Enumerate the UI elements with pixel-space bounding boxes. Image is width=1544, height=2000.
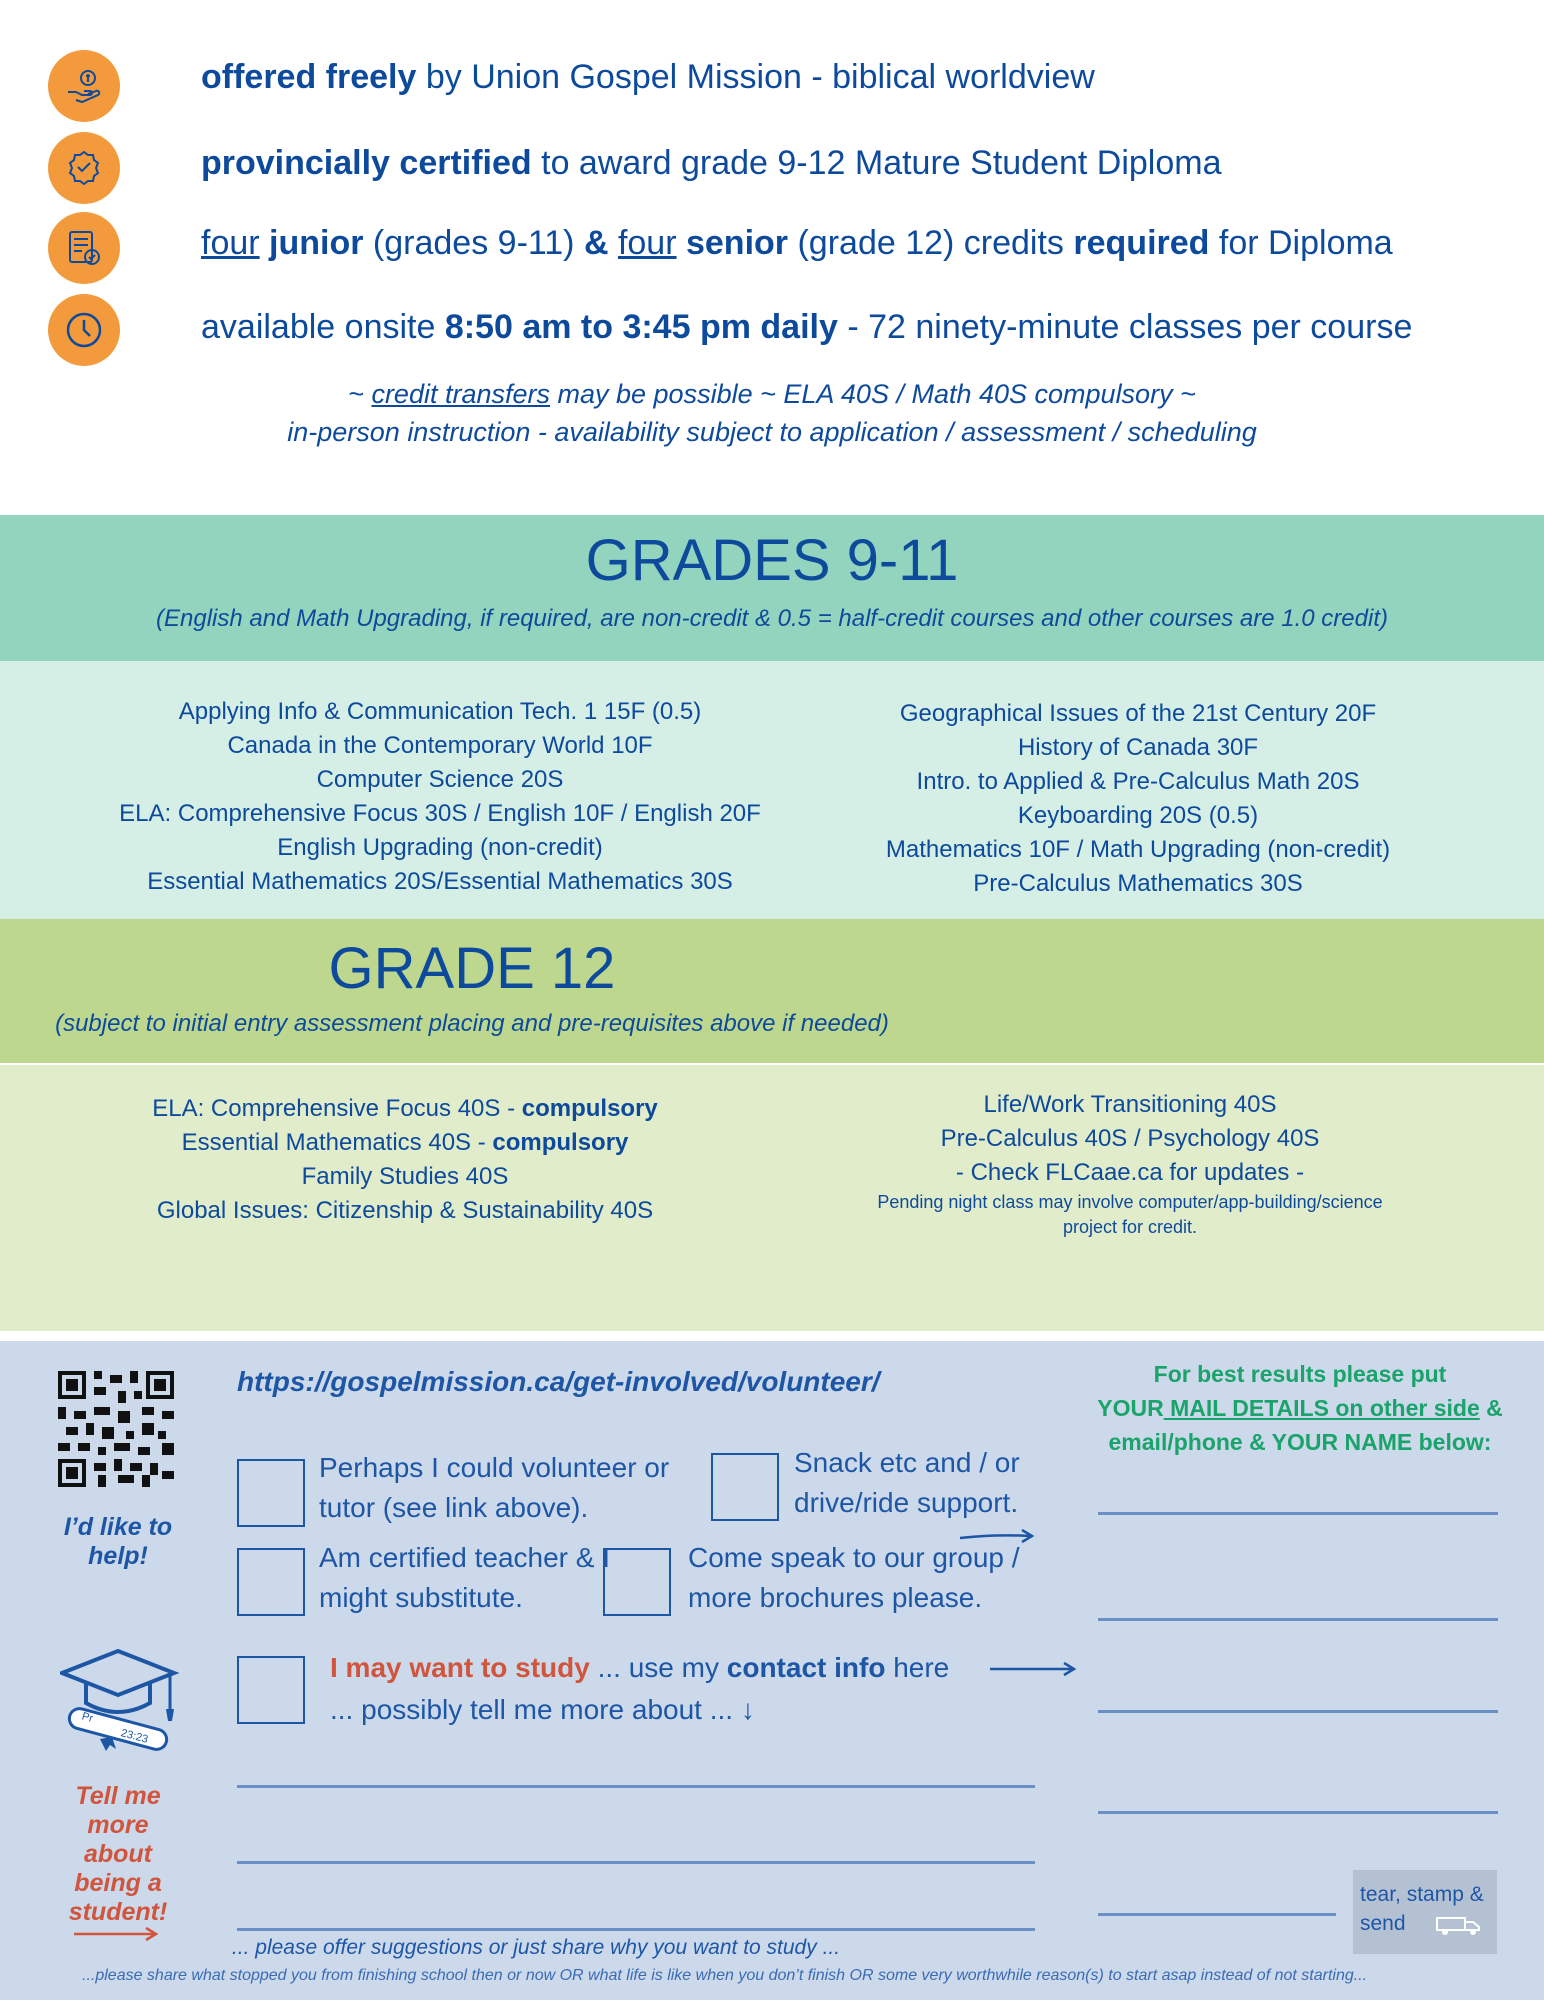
want-to-study-checkbox[interactable] (237, 1656, 305, 1724)
graduation-cap-icon (60, 1643, 180, 1759)
course-item: - Check FLCaae.ca for updates - (955, 1159, 1305, 1186)
course-item: Pre-Calculus 40S / Psychology 40S (940, 1125, 1320, 1152)
grades-9-11-title: GRADES 9-11 (585, 528, 959, 593)
contact-line[interactable] (1098, 1618, 1498, 1621)
snack-drive-checkbox[interactable] (711, 1453, 779, 1521)
substitute-teacher-label: Am certified teacher & I might substitute. (319, 1542, 611, 1613)
stamp-label: tear, stamp & send (1360, 1883, 1484, 1935)
tell-me-more-about-label: ... possibly tell me more about ... ↓ (330, 1694, 755, 1725)
help-label: I’d like to help! (63, 1513, 173, 1570)
course-item: ELA: Comprehensive Focus 30S / English 10F / English 20F (119, 800, 761, 827)
snack-drive-label: Snack etc and / or drive/ride support. (794, 1447, 1020, 1518)
speak-group-checkbox[interactable] (603, 1548, 671, 1616)
contact-line[interactable] (1098, 1913, 1336, 1916)
night-class-note: Pending night class may involve computer/app-building/science project for credit. (877, 1192, 1383, 1237)
course-item: Geographical Issues of the 21st Century 20F (899, 700, 1377, 727)
writing-line[interactable] (237, 1861, 1035, 1864)
course-item: Intro. to Applied & Pre-Calculus Math 20S (916, 768, 1360, 795)
scroll-label-pr: Pr (80, 1710, 95, 1725)
grade-12-subtitle: (subject to initial entry assessment placing and pre-requisites above if needed) (55, 1010, 889, 1037)
clock-icon (48, 294, 120, 366)
course-item: Mathematics 10F / Math Upgrading (non-credit) (885, 836, 1391, 863)
course-item: History of Canada 30F (1017, 734, 1259, 761)
course-item: Keyboarding 20S (0.5) (1017, 802, 1259, 829)
feature-offered-freely: offered freely by Union Gospel Mission - biblical worldview (201, 58, 1095, 96)
contact-line[interactable] (1098, 1811, 1498, 1814)
note-in-person: in-person instruction - availability subject to application / assessment / scheduling (287, 417, 1257, 447)
course-item: Pre-Calculus Mathematics 30S (973, 870, 1303, 897)
mail-truck-icon (1435, 1912, 1483, 1936)
want-to-study-label: I may want to study ... use my contact info here (330, 1652, 950, 1683)
grade-12-title: GRADE 12 (328, 936, 616, 1001)
feature-provincially-certified: provincially certified to award grade 9-12 Mature Student Diploma (201, 144, 1222, 182)
suggestions-note: ... please offer suggestions or just share why you want to study ... (231, 1936, 841, 1959)
course-item: Life/Work Transitioning 40S (983, 1091, 1277, 1118)
course-item: Applying Info & Communication Tech. 1 15F (0.5) (178, 698, 702, 725)
grades-9-11-left-list (40, 695, 840, 899)
substitute-teacher-checkbox[interactable] (237, 1548, 305, 1616)
best-results-note: For best results please put YOUR MAIL DETAILS on other side & email/phone & YOUR NAME below: (1097, 1361, 1503, 1455)
footer-note: ...please share what stopped you from finishing school then or now OR what life is like when you don’t finish OR some very worthwhile reason(s) to start asap instead of not starting... (82, 1967, 1368, 1984)
course-item: ELA: Comprehensive Focus 40S - compulsory (152, 1095, 658, 1122)
tell-more-label: Tell me more about being a student! (68, 1782, 168, 1926)
feature-credits-required: four junior (grades 9-11) & four senior (grade 12) credits required for Diploma (201, 224, 1393, 262)
contact-line[interactable] (1098, 1512, 1498, 1515)
contact-line[interactable] (1098, 1710, 1498, 1713)
course-item: Computer Science 20S (316, 766, 564, 793)
hand-coin-icon (48, 50, 120, 122)
course-item: Global Issues: Citizenship & Sustainability 40S (156, 1197, 654, 1224)
feature-available-onsite: available onsite 8:50 am to 3:45 pm daily - 72 ninety-minute classes per course (201, 308, 1413, 346)
course-item: Canada in the Contemporary World 10F (227, 732, 653, 759)
qr-code-icon[interactable] (58, 1371, 174, 1487)
document-check-icon (48, 212, 120, 284)
grades-9-11-subtitle: (English and Math Upgrading, if required, are non-credit & 0.5 = half-credit courses and other courses are 1.0 credit) (156, 605, 1388, 632)
speak-group-label: Come speak to our group / more brochures please. (688, 1542, 1020, 1613)
grade-12-left-list (40, 1092, 770, 1228)
volunteer-tutor-checkbox[interactable] (237, 1459, 305, 1527)
writing-line[interactable] (237, 1785, 1035, 1788)
course-item: Family Studies 40S (301, 1163, 509, 1190)
award-ribbon-icon (48, 132, 120, 204)
volunteer-tutor-label: Perhaps I could volunteer or tutor (see link above). (319, 1452, 670, 1523)
scroll-label-verse: 23:23 (119, 1727, 150, 1746)
course-item: Essential Mathematics 40S - compulsory (181, 1129, 629, 1156)
writing-line[interactable] (237, 1928, 1035, 1931)
note-credit-transfers: ~ credit transfers may be possible ~ ELA 40S / Math 40S compulsory ~ (348, 379, 1196, 409)
course-item: English Upgrading (non-credit) (277, 834, 603, 861)
course-item: Essential Mathematics 20S/Essential Mathematics 30S (147, 868, 733, 895)
volunteer-url-link[interactable]: https://gospelmission.ca/get-involved/volunteer/ (237, 1366, 880, 1397)
grade-12-right-list (810, 1088, 1450, 1240)
grades-9-11-right-list (818, 697, 1458, 901)
arrow-right-icon (988, 1660, 1080, 1678)
